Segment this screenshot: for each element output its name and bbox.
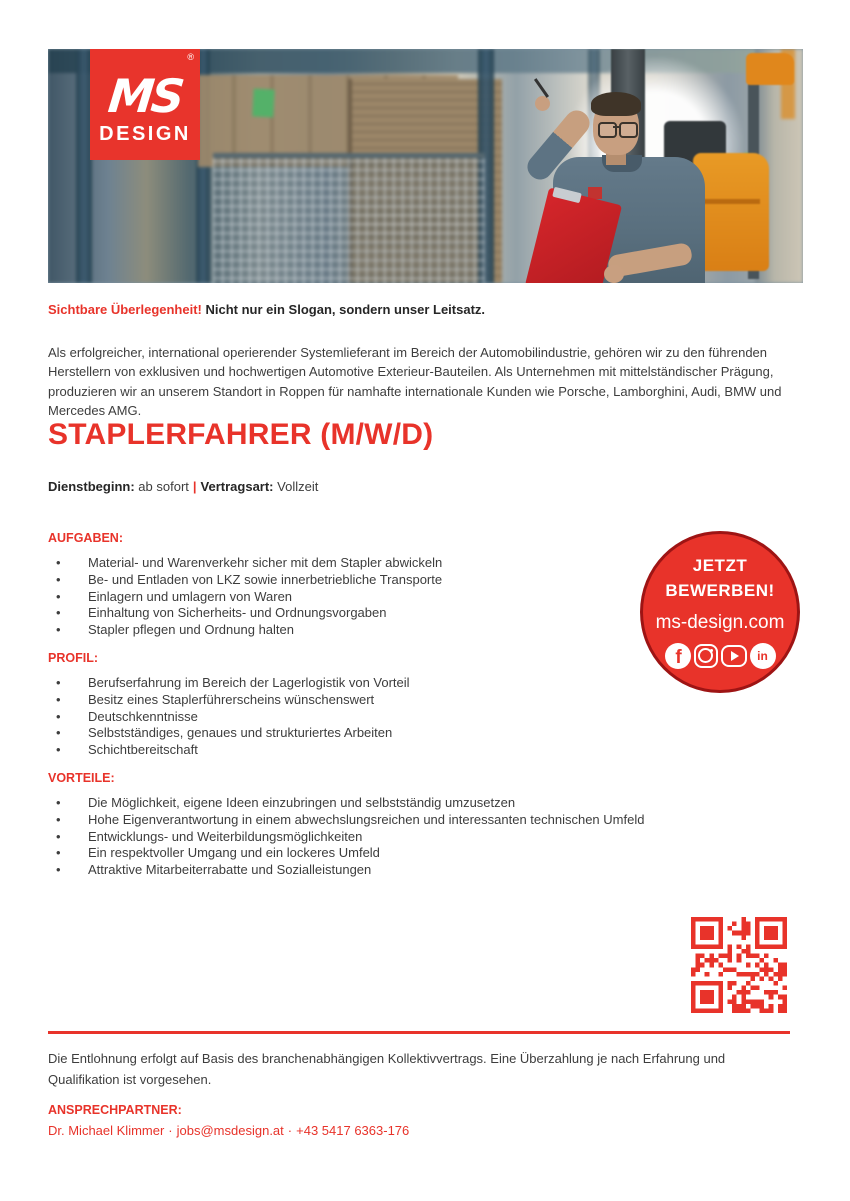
badge-website-link[interactable]: ms-design.com	[655, 611, 785, 633]
meta-value-contract: Vollzeit	[277, 479, 319, 494]
bullet-list	[48, 795, 688, 879]
tagline-highlight: Sichtbare Überlegenheit!	[48, 302, 202, 317]
section-heading: AUFGABEN:	[48, 531, 123, 545]
contact-email[interactable]: jobs@msdesign.at	[176, 1123, 284, 1138]
contact-line	[48, 1123, 748, 1138]
list-item: • Einhaltung von Sicherheits- und Ordnungsvorgaben	[48, 605, 628, 622]
section-heading: PROFIL:	[48, 651, 98, 665]
section-heading: VORTEILE:	[48, 771, 115, 785]
intro-paragraph: Als erfolgreicher, international operierender Systemlieferant im Bereich der Automobilindustrie, gehören wir zu den führenden Herstellern von exklusiven und hochwertigen Automotive Exterieur-Bauteilen. Als Unternehmen mit mittelständischer Prägung, produzieren wir an unserem Standort in Roppen für namhafte internationale Kunden wie Porsche, Lamborghini, Audi, BMW und Mercedes AMG.	[48, 345, 782, 418]
glasses-lens	[598, 122, 617, 138]
worker-hand	[535, 96, 550, 111]
badge-bewerben-label: BEWERBEN!	[665, 580, 775, 600]
instagram-dot	[710, 649, 713, 652]
apply-now-badge[interactable]	[640, 531, 800, 693]
linkedin-icon[interactable]	[750, 643, 776, 669]
instagram-icon[interactable]	[694, 644, 718, 668]
logo-ms-text: MS	[105, 69, 185, 123]
list-item: • Schichtbereitschaft	[48, 742, 628, 759]
worker-hand	[604, 265, 624, 283]
contact-heading: ANSPRECHPARTNER:	[48, 1103, 182, 1117]
registered-trademark: ®	[187, 52, 194, 62]
list-item: • Attraktive Mitarbeiterrabatte und Sozialleistungen	[48, 862, 688, 879]
list-item: • Deutschkenntnisse	[48, 709, 628, 726]
social-icons-row	[665, 643, 776, 669]
list-item: • Selbstständiges, genaues und strukturiertes Arbeiten	[48, 725, 628, 742]
ms-design-logo	[90, 49, 200, 160]
list-item: • Be- und Entladen von LKZ sowie innerbetriebliche Transporte	[48, 572, 628, 589]
tagline	[48, 302, 803, 317]
youtube-play-triangle	[731, 651, 739, 661]
qr-code	[691, 917, 787, 1013]
salary-note: Die Entlohnung erfolgt auf Basis des branchenabhängigen Kollektivvertrags. Eine Überzahlung je nach Erfahrung und Qualifikation ist vorgesehen.	[48, 1051, 726, 1087]
facebook-glyph: f	[675, 647, 682, 668]
glasses-lens	[619, 122, 638, 138]
list-item: • Berufserfahrung im Bereich der Lagerlogistik von Vorteil	[48, 675, 628, 692]
list-item: • Ein respektvoller Umgang und ein lockeres Umfeld	[48, 845, 688, 862]
contact-phone[interactable]: +43 5417 6363-176	[296, 1123, 410, 1138]
hero-image	[48, 49, 803, 283]
section-vorteile	[48, 771, 688, 879]
contact-block	[48, 1103, 748, 1138]
job-meta	[48, 479, 803, 494]
logo-design-text: DESIGN	[99, 123, 191, 145]
bullet-list	[48, 675, 628, 759]
contact-name: Dr. Michael Klimmer	[48, 1123, 165, 1138]
tagline-rest: Nicht nur ein Slogan, sondern unser Leitsatz.	[201, 302, 486, 317]
pen	[534, 78, 549, 98]
linkedin-glyph: in	[757, 648, 768, 663]
meta-label-start: Dienstbeginn:	[48, 479, 135, 494]
list-item: • Einlagern und umlagern von Waren	[48, 589, 628, 606]
section-profil	[48, 651, 628, 759]
badge-jetzt-label: JETZT	[692, 555, 748, 575]
list-item: • Entwicklungs- und Weiterbildungsmöglichkeiten	[48, 829, 688, 846]
meta-label-contract: Vertragsart:	[200, 479, 274, 494]
section-aufgaben	[48, 531, 628, 639]
list-item: • Besitz eines Staplerführerscheins wünschenswert	[48, 692, 628, 709]
facebook-icon[interactable]	[665, 643, 691, 669]
contact-separator: ·	[287, 1123, 293, 1138]
worker-hair	[591, 92, 641, 116]
youtube-icon[interactable]	[721, 645, 747, 667]
divider-line	[48, 1031, 790, 1034]
list-item: • Die Möglichkeit, eigene Ideen einzubringen und selbstständig umzusetzen	[48, 795, 688, 812]
list-item: • Hohe Eigenverantwortung in einem abwechslungsreichen und interessanten technischen Umfeld	[48, 812, 688, 829]
worker-glasses	[597, 122, 637, 135]
contact-separator: ·	[168, 1123, 173, 1138]
meta-separator: |	[192, 479, 197, 494]
job-title: STAPLERFAHRER (M/W/D)	[48, 418, 434, 451]
bullet-list	[48, 555, 628, 639]
list-item: • Stapler pflegen und Ordnung halten	[48, 622, 628, 639]
meta-value-start: ab sofort	[138, 479, 189, 494]
list-item: • Material- und Warenverkehr sicher mit dem Stapler abwickeln	[48, 555, 628, 572]
